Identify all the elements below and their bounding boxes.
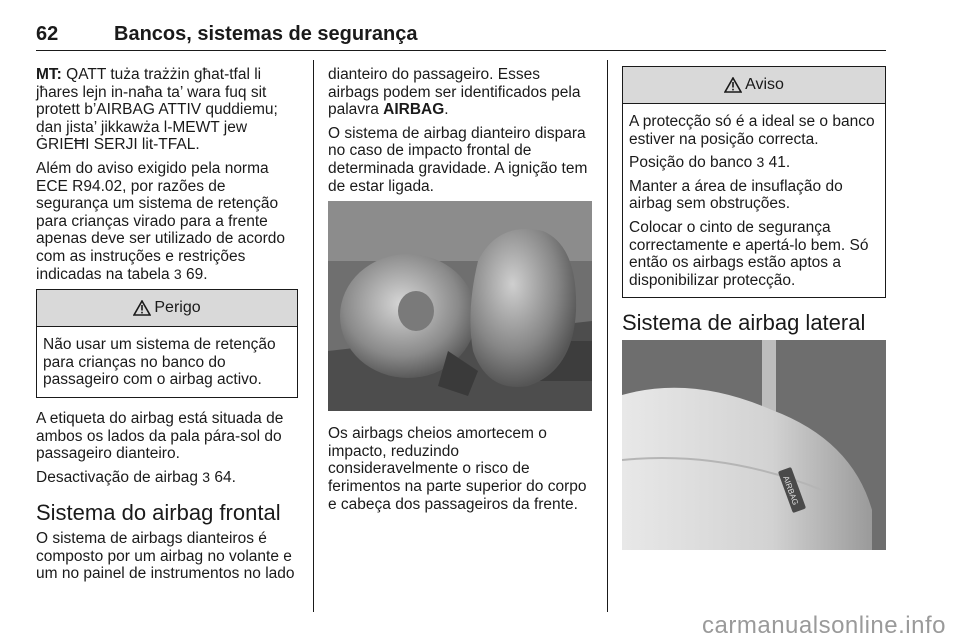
warning-triangle-icon [724,77,742,93]
page-ref-icon: 3 [202,468,211,485]
aviso-box [622,66,886,298]
airbag-word: AIRBAG [383,101,445,119]
perigo-header [37,290,297,327]
frontal-airbag-heading: Sistema do airbag frontal [36,500,281,526]
label-location-paragraph: A etiqueta do airbag está situada de ambos os lados da pala pára-sol do passageiro dianteiro. [36,409,284,463]
mt-label: MT: [36,66,62,83]
frontal-airbags-illustration [328,201,592,411]
aviso-title: Aviso [745,76,784,94]
side-airbag-seat-illustration [622,340,886,550]
watermark: carmanualsonline.info [702,612,946,639]
warning-triangle-icon [133,300,151,316]
page-ref-icon: 3 [173,265,182,282]
seat-position-text: Posição do banco [629,154,757,172]
deactivation-text: Desactivação de airbag [36,468,203,486]
deactivation-paragraph [36,469,298,487]
norm-text: Além do aviso exigido pela norma ECE R94.02, por razões de segurança um sistema de retenção para crianças virado para a frente apenas deve ser utilizado de acordo com as instruções e restrições indicadas na tabela [36,159,286,283]
mt-warning-paragraph [36,66,298,154]
seat-position-page-ref[interactable]: 41. [764,154,791,172]
aviso-text-1: A protecção só é a ideal se o banco estiver na posição correcta. [629,113,875,148]
aviso-text-3: Manter a área de insuflação do airbag sem obstruções. [629,177,843,213]
page-header [36,20,886,51]
mt-text: QATT tuża trażżin għat-tfal li jħares lejn in-naħa ta’ wara fuq sit protett b’AIRBAG ATTIV quddiemu; dan jista’ jikkawża l-MEWT jew ĠRIEĦI SERJI lit-TFAL. [36,66,278,154]
identification-end: . [444,101,449,119]
identification-paragraph [328,66,592,119]
perigo-text: Não usar um sistema de retenção para crianças no banco do passageiro com o airbag activo. [43,336,276,389]
deployment-paragraph: O sistema de airbag dianteiro dispara no caso de impacto frontal de determinada gravidade. A ignição tem de estar ligada. [328,124,588,195]
identification-text: dianteiro do passageiro. Esses airbags podem ser identificados pela palavra [328,66,581,119]
page-number: 62 [36,23,59,45]
column-divider-2 [607,60,608,612]
seat-airbag-label: AIRBAG [781,475,800,507]
aviso-body [623,104,885,297]
norm-paragraph [36,160,298,283]
perigo-title: Perigo [154,299,201,317]
page-title: Bancos, sistemas de segurança [114,23,418,45]
side-airbag-heading: Sistema de airbag lateral [622,310,866,336]
perigo-box [36,289,298,398]
aviso-header [623,67,885,104]
cushion-paragraph: Os airbags cheios amortecem o impacto, reduzindo consideravelmente o risco de ferimentos na parte superior do corpo e cabeça dos passageiros da frente. [328,425,587,513]
column-middle [328,66,592,519]
frontal-airbag-paragraph: O sistema de airbags dianteiros é composto por um airbag no volante e um no painel de instrumentos no lado [36,530,295,583]
column-divider-1 [313,60,314,612]
page-ref-icon: 3 [756,154,765,171]
column-left [36,66,298,589]
deactivation-page-ref[interactable]: 64. [210,468,236,486]
column-right [622,60,886,550]
aviso-text-4: Colocar o cinto de segurança correctamente e apertá-lo bem. Só então os airbags estão aptos a disponibilizar protecção. [629,218,869,289]
aviso-text-2 [629,154,879,172]
perigo-body [37,327,297,397]
norm-page-ref[interactable]: 69. [181,265,208,283]
